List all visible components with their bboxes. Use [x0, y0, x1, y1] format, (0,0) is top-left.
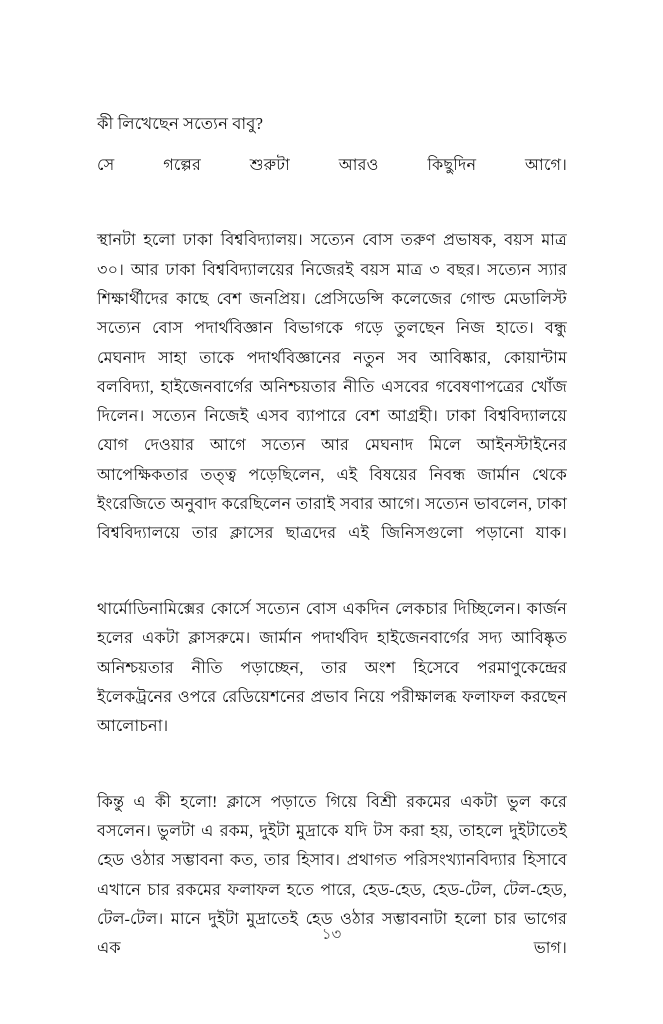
paragraph-1: সে গল্পের শুরুটা আরও কিছুদিন আগে। [97, 155, 567, 174]
page-number: ১৩ [321, 927, 342, 943]
paragraph-2: স্থানটা হলো ঢাকা বিশ্ববিদ্যালয়। সত্যেন বোস তরুণ প্রভাষক, বয়স মাত্র ৩০। আর ঢাকা বিশ্ববিদ্যালয়ের নিজেরই বয়স মাত্র ৩ বছর। সত্যেন স্যার শিক্ষার্থীদের কাছে বেশ জনপ্রিয়। প্রেসিডেন্সি কলেজের গোল্ড মেডালিস্ট সত্যেন বোস পদার্থবিজ্ঞান বিভাগকে গড়ে তুলছেন নিজ হাতে। বন্ধু মেঘনাদ সাহা তাকে পদার্থবিজ্ঞানের নতুন সব আবিষ্কার, কোয়ান্টাম বলবিদ্যা, হাইজেনবার্গের অনিশ্চয়তার নীতি এসবের গবেষণাপত্রের খোঁজ দিলেন। সত্যেন নিজেই এসব ব্যাপারে বেশ আগ্রহী। ঢাকা বিশ্ববিদ্যালয়ে যোগ দেওয়ার আগে সত্যেন আর মেঘনাদ মিলে আইনস্টাইনের আপেক্ষিকতার তত্ত্ব পড়েছিলেন, এই বিষয়ের নিবন্ধ জার্মান থেকে ইংরেজিতে অনুবাদ করেছিলেন তারাই সবার আগে। সত্যেন ভাবলেন, ঢাকা বিশ্ববিদ্যালয়ে তার ক্লাসের ছাত্রদের এই জিনিসগুলো পড়ানো যাক। [97, 231, 567, 543]
paragraph-3: থার্মোডিনামিক্সের কোর্সে সত্যেন বোস একদিন লেকচার দিচ্ছিলেন। কার্জন হলের একটা ক্লাসরুমে। জার্মান পদার্থবিদ হাইজেনবার্গের সদ্য আবিষ্কৃত অনিশ্চয়তার নীতি পড়াচ্ছেন, তার অংশ হিসেবে পরমাণুকেন্দ্রের ইলেকট্রনের ওপরে রেডিয়েশনের প্রভাব নিয়ে পরীক্ষালব্ধ ফলাফল করছেন আলোচনা। [97, 599, 567, 736]
section-heading: কী লিখেছেন সত্যেন বাবু? [97, 114, 264, 133]
paragraph-4: কিন্তু এ কী হলো! ক্লাসে পড়াতে গিয়ে বিশ্রী রকমের একটা ভুল করে বসলেন। ভুলটা এ রকম, দুইটা মুদ্রাকে যদি টস করা হয়, তাহলে দুইটাতেই হেড ওঠার সম্ভাবনা কত, তার হিসাব। প্রথাগত পরিসংখ্যানবিদ্যার হিসাবে এখানে চার রকমের ফলাফল হতে পারে, হেড-হেড, হেড-টেল, টেল-হেড, টেল-টেল। মানে দুইটা মুদ্রাতেই হেড ওঠার সম্ভাবনাটা হলো চার ভাগের এক ভাগ। [97, 792, 567, 958]
page-text-block [97, 112, 567, 993]
